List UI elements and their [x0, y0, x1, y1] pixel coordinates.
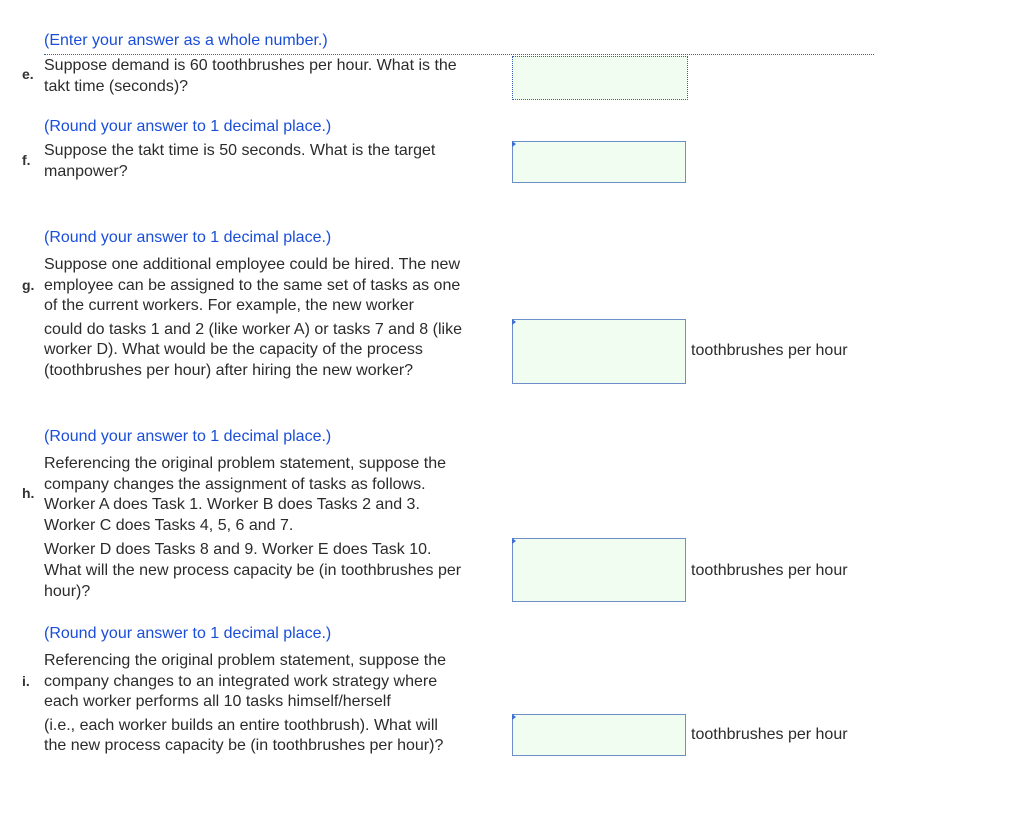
question-h-line-4: Worker C does Tasks 4, 5, 6 and 7.: [44, 516, 294, 534]
question-i-letter: i.: [22, 673, 30, 689]
question-g-line-4: could do tasks 1 and 2 (like worker A) or tasks 7 and 8 (like: [44, 320, 462, 338]
unit-label-g: toothbrushes per hour: [691, 342, 848, 359]
question-h-line-5: Worker D does Tasks 8 and 9. Worker E does Task 10.: [44, 541, 432, 559]
answer-input-g[interactable]: [512, 319, 686, 384]
question-f-letter: f.: [22, 152, 31, 168]
question-g-line-3: of the current workers. For example, the new worker: [44, 297, 414, 315]
question-g-line-2: employee can be assigned to the same set of tasks as one: [44, 276, 461, 294]
question-g-line-1: Suppose one additional employee could be hired. The new: [44, 256, 460, 273]
focus-row-outline: [44, 54, 874, 55]
question-h-line-7: hour)?: [44, 582, 91, 600]
question-g-text: [44, 255, 462, 382]
answer-flag-icon: [512, 141, 516, 147]
question-f-line-2: manpower?: [44, 162, 128, 180]
question-h-text: [44, 454, 461, 602]
answer-input-e[interactable]: [512, 56, 688, 100]
unit-label-h: toothbrushes per hour: [691, 562, 848, 579]
question-i-line-5: the new process capacity be (in toothbrushes per hour)?: [44, 737, 444, 755]
question-e-line-1: Suppose demand is 60 toothbrushes per hour. What is the: [44, 57, 457, 74]
answer-input-f[interactable]: [512, 141, 686, 183]
answer-flag-icon: [512, 714, 516, 720]
hint-g: (Round your answer to 1 decimal place.): [44, 229, 332, 246]
question-h-line-3: Worker A does Task 1. Worker B does Tasks 2 and 3.: [44, 496, 420, 514]
question-i-line-3: each worker performs all 10 tasks himself/herself: [44, 693, 391, 711]
question-h-line-6: What will the new process capacity be (in toothbrushes per: [44, 561, 462, 579]
question-h-line-2: company changes the assignment of tasks as follows.: [44, 475, 426, 493]
question-f-text: [44, 141, 435, 182]
question-f-line-1: Suppose the takt time is 50 seconds. What is the target: [44, 142, 436, 159]
question-i-line-1: Referencing the original problem statement, suppose the: [44, 652, 447, 669]
answer-input-h[interactable]: [512, 538, 686, 602]
unit-label-i: toothbrushes per hour: [691, 726, 848, 743]
answer-input-i[interactable]: [512, 714, 686, 756]
question-i-line-2: company changes to an integrated work strategy where: [44, 672, 438, 690]
question-e-line-2: takt time (seconds)?: [44, 77, 189, 95]
question-g-line-6: (toothbrushes per hour) after hiring the new worker?: [44, 361, 414, 379]
hint-i: (Round your answer to 1 decimal place.): [44, 625, 332, 642]
answer-flag-icon: [512, 319, 516, 325]
answer-flag-icon: [512, 538, 516, 544]
hint-f: (Round your answer to 1 decimal place.): [44, 118, 332, 135]
question-e-letter: e.: [22, 66, 34, 82]
question-e-text: [44, 56, 457, 97]
hint-e: (Enter your answer as a whole number.): [44, 32, 328, 49]
question-g-letter: g.: [22, 277, 35, 293]
hint-h: (Round your answer to 1 decimal place.): [44, 428, 332, 445]
question-i-line-4: (i.e., each worker builds an entire toothbrush). What will: [44, 716, 438, 734]
question-h-line-1: Referencing the original problem statement, suppose the: [44, 455, 447, 472]
question-i-text: [44, 651, 446, 757]
question-g-line-5: worker D). What would be the capacity of the process: [44, 341, 423, 359]
question-h-letter: h.: [22, 485, 35, 501]
